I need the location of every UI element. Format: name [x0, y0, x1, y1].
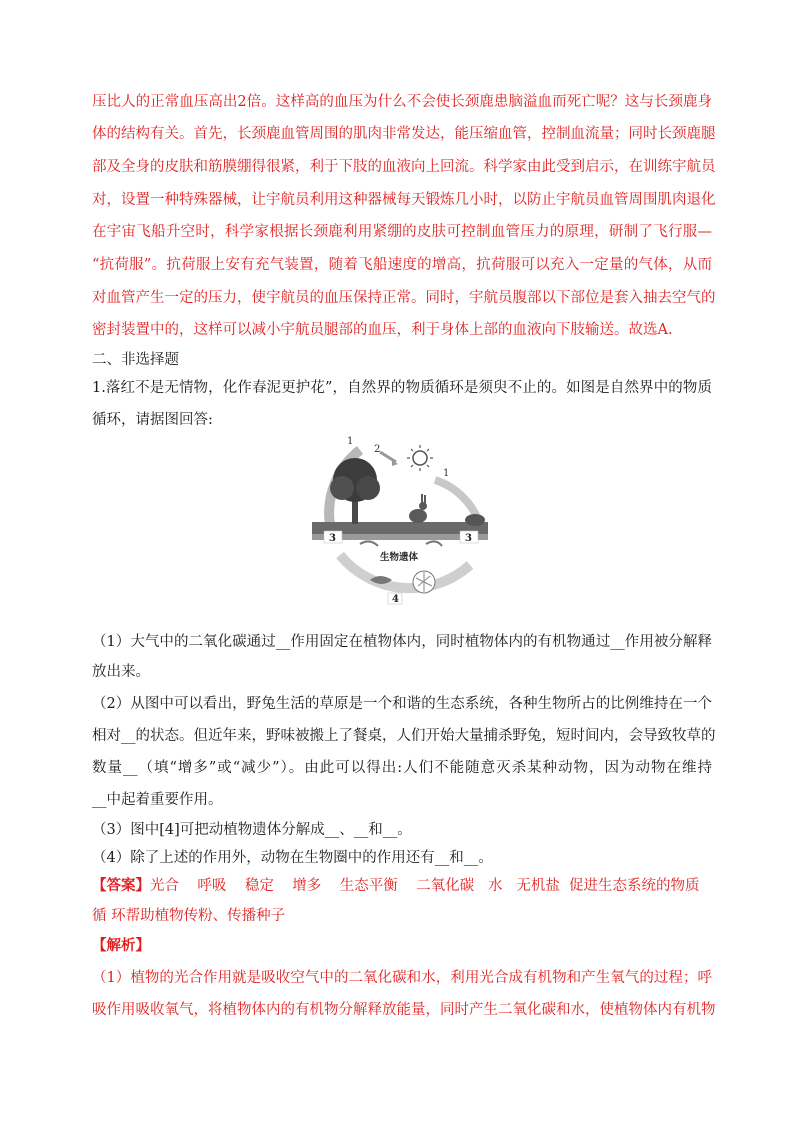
bush-icon	[465, 514, 485, 526]
answer-line	[92, 876, 712, 896]
analysis-tag: 【解析】	[92, 937, 150, 954]
answer-line-2: 循 环帮助植物传粉、传播种子	[92, 908, 286, 924]
answer-tag: 【答案】	[92, 877, 150, 894]
label-3-right: 3	[465, 533, 472, 544]
rabbit-icon	[409, 509, 427, 523]
explanation-line: 密封装置中的，这样可以减小宇航员腿部的血压，利于身体上部的血液向下肢输送。故选A.	[92, 322, 673, 338]
arrow-2-icon	[380, 452, 396, 462]
tree-crown-part	[330, 476, 354, 500]
analysis-line: 吸作用吸收氧气，将植物体内的有机物分解释放能量，同时产生二氧化碳和水，使植物体内有机物	[92, 1002, 716, 1018]
question-part: 放出来。	[92, 664, 150, 680]
label-1-top: 1	[347, 436, 354, 447]
explanation-line: 在宇宙飞船升空时，科学家根据长颈鹿利用紧绷的皮肤可控制血管压力的原理，研制了飞行服—	[92, 224, 712, 240]
dead-animal-icon	[426, 541, 442, 546]
explanation-line: 体的结构有关。首先，长颈鹿血管周围的肌肉非常发达，能压缩血管，控制血流量；同时长颈鹿腿	[92, 126, 716, 142]
question-part: __中起着重要作用。	[92, 792, 223, 808]
explanation-line: 对，设置一种特殊器械，让宇航员利用这种器械每天锻炼几小时，以防止宇航员血管周围肌肉退化	[92, 192, 716, 208]
label-1-right: 1	[443, 468, 450, 479]
analysis-line: （1）植物的光合作用就是吸收空气中的二氧化碳和水，利用光合成有机物和产生氧气的过程；呼	[92, 970, 712, 986]
explanation-line: 部及全身的皮肤和筋膜绷得很紧，利于下肢的血液向上回流。科学家由此受到启示，在训练宇航员	[92, 159, 716, 175]
rabbit-ear	[421, 494, 423, 504]
material-cycle-figure	[300, 430, 500, 610]
label-3-left: 3	[329, 533, 336, 544]
section-heading: 二、非选择题	[92, 352, 179, 368]
question-part: 数量__（填“增多”或“减少”）。由此可以得出:人们不能随意灭杀某种动物，因为动物在维持	[92, 760, 712, 776]
label-4: 4	[392, 594, 399, 605]
explanation-line: 对血管产生一定的压力，使宇航员的血压保持正常。同时，宇航员腹部以下部位是套入抽去空气的	[92, 290, 716, 306]
question-part: （2）从图中可以看出，野兔生活的草原是一个和谐的生态系统，各种生物所占的比例维持在一个	[92, 696, 712, 712]
sun-icon	[413, 451, 427, 465]
question-part: （3）图中[4]可把动植物遗体分解成__、__和__。	[92, 822, 412, 838]
cycle-diagram	[300, 430, 500, 610]
question-stem: 1.落红不是无情物，化作春泥更护花”，自然界的物质循环是须臾不止的。如图是自然界中的物质	[92, 380, 712, 396]
rabbit-ear	[424, 495, 426, 504]
remains-label: 生物遗体	[380, 552, 419, 563]
sun-rays	[407, 445, 433, 471]
dead-animal-icon	[360, 541, 378, 546]
tree-crown-part	[356, 476, 380, 500]
question-part: （4）除了上述的作用外，动物在生物圈中的作用还有__和__。	[92, 850, 493, 866]
question-stem: 循环，请据图回答:	[92, 412, 213, 428]
answer-text: 光合 呼吸 稳定 增多 生态平衡 二氧化碳 水 无机盐 促进生态系统的物质	[150, 878, 700, 894]
label-2: 2	[374, 444, 381, 455]
question-part: （1）大气中的二氧化碳通过__作用固定在植物体内，同时植物体内的有机物通过__作用被分解释	[92, 634, 712, 650]
explanation-line: “抗荷服”。抗荷服上安有充气装置，随着飞船速度的增高，抗荷服可以充入一定量的气体，从而	[92, 257, 712, 273]
question-part: 相对__的状态。但近年来，野味被搬上了餐桌，人们开始大量捕杀野兔，短时间内，会导致牧草的	[92, 728, 716, 744]
explanation-line: 压比人的正常血压高出2倍。这样高的血压为什么不会使长颈鹿患脑溢血而死亡呢？这与长颈鹿身	[92, 94, 712, 110]
analysis-line	[92, 936, 712, 956]
